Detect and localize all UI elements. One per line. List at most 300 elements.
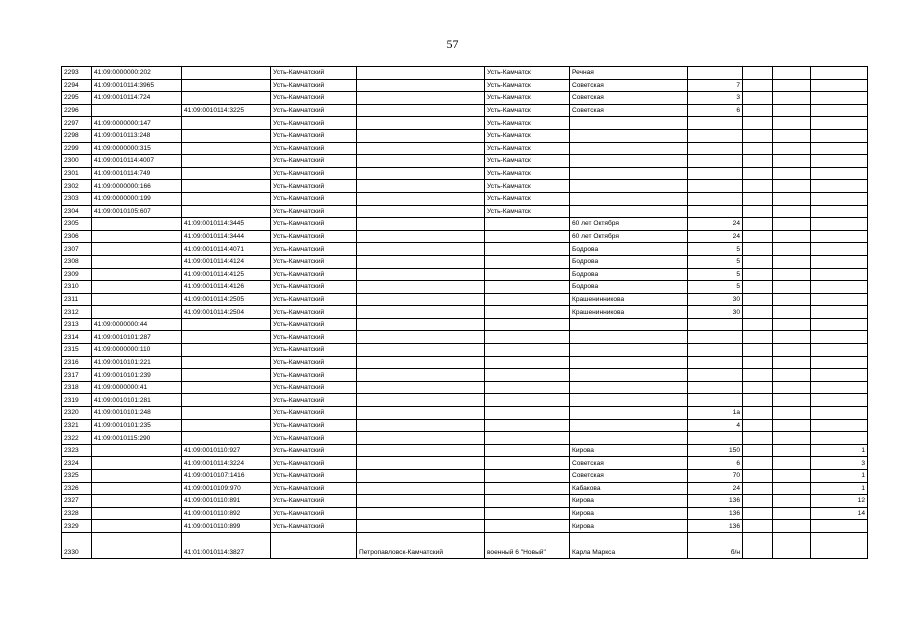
- block-cell: [773, 268, 811, 281]
- settlement-cell: [485, 407, 570, 420]
- building-cadastral-number-cell: 41:09:0010114:4126: [182, 281, 271, 294]
- district-cell: Усть-Камчатский: [271, 67, 357, 80]
- apartment-cell: [811, 142, 868, 155]
- cadastral-number-cell: 41:09:0000000:41: [92, 381, 182, 394]
- table-row: [62, 306, 868, 319]
- block-cell: [773, 205, 811, 218]
- building-cell: [743, 104, 773, 117]
- city-cell: [357, 507, 485, 520]
- street-cell: [570, 381, 688, 394]
- district-cell: Усть-Камчатский: [271, 243, 357, 256]
- city-cell: [357, 495, 485, 508]
- street-cell: Советская: [570, 79, 688, 92]
- street-cell: Советская: [570, 457, 688, 470]
- street-cell: Бодрова: [570, 243, 688, 256]
- row-number-cell: 2313: [62, 318, 92, 331]
- settlement-cell: Усть-Камчатск: [485, 129, 570, 142]
- block-cell: [773, 192, 811, 205]
- table-row: [62, 255, 868, 268]
- table-row: [62, 407, 868, 420]
- table-row: [62, 532, 868, 558]
- house-number-cell: [688, 394, 743, 407]
- row-number-cell: 2319: [62, 394, 92, 407]
- city-cell: [357, 444, 485, 457]
- settlement-cell: Усть-Камчатск: [485, 142, 570, 155]
- apartment-cell: [811, 79, 868, 92]
- settlement-cell: [485, 495, 570, 508]
- street-cell: Кирова: [570, 495, 688, 508]
- building-cadastral-number-cell: [182, 192, 271, 205]
- city-cell: [357, 92, 485, 105]
- block-cell: [773, 79, 811, 92]
- cadastral-number-cell: 41:09:0000000:315: [92, 142, 182, 155]
- apartment-cell: [811, 243, 868, 256]
- building-cadastral-number-cell: 41:09:0010114:2505: [182, 293, 271, 306]
- city-cell: [357, 369, 485, 382]
- apartment-cell: [811, 155, 868, 168]
- block-cell: [773, 356, 811, 369]
- row-number-cell: 2314: [62, 331, 92, 344]
- row-number-cell: 2311: [62, 293, 92, 306]
- table-row: [62, 79, 868, 92]
- block-cell: [773, 293, 811, 306]
- building-cell: [743, 344, 773, 357]
- building-cadastral-number-cell: 41:09:0010107:1416: [182, 470, 271, 483]
- building-cell: [743, 155, 773, 168]
- building-cell: [743, 192, 773, 205]
- settlement-cell: [485, 218, 570, 231]
- row-number-cell: 2298: [62, 129, 92, 142]
- row-number-cell: 2304: [62, 205, 92, 218]
- building-cell: [743, 255, 773, 268]
- building-cadastral-number-cell: [182, 331, 271, 344]
- table-row: [62, 520, 868, 533]
- building-cell: [743, 369, 773, 382]
- city-cell: [357, 457, 485, 470]
- building-cadastral-number-cell: [182, 142, 271, 155]
- street-cell: [570, 419, 688, 432]
- table-row: [62, 92, 868, 105]
- building-cadastral-number-cell: 41:09:0010114:3445: [182, 218, 271, 231]
- row-number-cell: 2329: [62, 520, 92, 533]
- city-cell: [357, 306, 485, 319]
- building-cell: [743, 281, 773, 294]
- settlement-cell: военный 6 "Новый": [485, 532, 570, 558]
- city-cell: [357, 79, 485, 92]
- cadastral-number-cell: [92, 444, 182, 457]
- city-cell: [357, 318, 485, 331]
- table-row: [62, 369, 868, 382]
- cadastral-number-cell: [92, 520, 182, 533]
- cadastral-number-cell: [92, 495, 182, 508]
- block-cell: [773, 318, 811, 331]
- city-cell: [357, 129, 485, 142]
- cadastral-number-cell: [92, 104, 182, 117]
- row-number-cell: 2323: [62, 444, 92, 457]
- building-cell: [743, 79, 773, 92]
- house-number-cell: 5: [688, 268, 743, 281]
- settlement-cell: [485, 457, 570, 470]
- table-row: [62, 155, 868, 168]
- row-number-cell: 2305: [62, 218, 92, 231]
- apartment-cell: [811, 318, 868, 331]
- building-cadastral-number-cell: [182, 369, 271, 382]
- cadastral-number-cell: [92, 507, 182, 520]
- table-row: [62, 444, 868, 457]
- cadastral-number-cell: 41:09:0010101:235: [92, 419, 182, 432]
- cadastral-number-cell: 41:09:0010115:290: [92, 432, 182, 445]
- city-cell: [357, 520, 485, 533]
- settlement-cell: [485, 520, 570, 533]
- building-cell: [743, 230, 773, 243]
- block-cell: [773, 142, 811, 155]
- apartment-cell: [811, 281, 868, 294]
- block-cell: [773, 344, 811, 357]
- apartment-cell: [811, 230, 868, 243]
- apartment-cell: [811, 117, 868, 130]
- block-cell: [773, 92, 811, 105]
- city-cell: [357, 230, 485, 243]
- block-cell: [773, 495, 811, 508]
- street-cell: [570, 369, 688, 382]
- building-cadastral-number-cell: 41:09:0010110:927: [182, 444, 271, 457]
- house-number-cell: [688, 381, 743, 394]
- block-cell: [773, 129, 811, 142]
- street-cell: [570, 432, 688, 445]
- settlement-cell: [485, 369, 570, 382]
- city-cell: [357, 281, 485, 294]
- district-cell: Усть-Камчатский: [271, 117, 357, 130]
- building-cell: [743, 180, 773, 193]
- settlement-cell: [485, 318, 570, 331]
- apartment-cell: [811, 432, 868, 445]
- table-row: [62, 344, 868, 357]
- settlement-cell: Усть-Камчатск: [485, 79, 570, 92]
- settlement-cell: [485, 482, 570, 495]
- cadastral-number-cell: [92, 218, 182, 231]
- district-cell: Усть-Камчатский: [271, 495, 357, 508]
- district-cell: Усть-Камчатский: [271, 180, 357, 193]
- building-cadastral-number-cell: 41:09:0010114:4124: [182, 255, 271, 268]
- row-number-cell: 2326: [62, 482, 92, 495]
- city-cell: [357, 243, 485, 256]
- table-row: [62, 180, 868, 193]
- building-cadastral-number-cell: [182, 318, 271, 331]
- house-number-cell: 6: [688, 457, 743, 470]
- building-cadastral-number-cell: [182, 67, 271, 80]
- apartment-cell: [811, 520, 868, 533]
- settlement-cell: [485, 444, 570, 457]
- house-number-cell: 136: [688, 495, 743, 508]
- street-cell: [570, 192, 688, 205]
- building-cadastral-number-cell: [182, 432, 271, 445]
- block-cell: [773, 155, 811, 168]
- row-number-cell: 2302: [62, 180, 92, 193]
- street-cell: Кабакова: [570, 482, 688, 495]
- street-cell: 60 лет Октября: [570, 230, 688, 243]
- block-cell: [773, 167, 811, 180]
- block-cell: [773, 255, 811, 268]
- building-cell: [743, 268, 773, 281]
- table-row: [62, 243, 868, 256]
- block-cell: [773, 394, 811, 407]
- row-number-cell: 2307: [62, 243, 92, 256]
- building-cell: [743, 167, 773, 180]
- district-cell: Усть-Камчатский: [271, 268, 357, 281]
- cadastral-number-cell: 41:09:0000000:110: [92, 344, 182, 357]
- district-cell: Усть-Камчатский: [271, 92, 357, 105]
- building-cell: [743, 432, 773, 445]
- house-number-cell: [688, 331, 743, 344]
- row-number-cell: 2322: [62, 432, 92, 445]
- city-cell: [357, 407, 485, 420]
- row-number-cell: 2294: [62, 79, 92, 92]
- street-cell: [570, 344, 688, 357]
- street-cell: Кирова: [570, 507, 688, 520]
- settlement-cell: Усть-Камчатск: [485, 205, 570, 218]
- building-cell: [743, 407, 773, 420]
- cadastral-number-cell: 41:09:0010101:239: [92, 369, 182, 382]
- block-cell: [773, 532, 811, 558]
- house-number-cell: [688, 356, 743, 369]
- city-cell: [357, 419, 485, 432]
- city-cell: [357, 394, 485, 407]
- cadastral-number-cell: 41:09:0010101:287: [92, 331, 182, 344]
- table-row: [62, 495, 868, 508]
- street-cell: [570, 318, 688, 331]
- register-table: [61, 66, 868, 559]
- table-row: [62, 167, 868, 180]
- building-cadastral-number-cell: 41:09:0010110:899: [182, 520, 271, 533]
- street-cell: [570, 331, 688, 344]
- cadastral-number-cell: 41:09:0010113:248: [92, 129, 182, 142]
- district-cell: Усть-Камчатский: [271, 142, 357, 155]
- cadastral-number-cell: [92, 255, 182, 268]
- building-cadastral-number-cell: 41:09:0010114:3444: [182, 230, 271, 243]
- settlement-cell: [485, 432, 570, 445]
- city-cell: [357, 67, 485, 80]
- building-cadastral-number-cell: 41:09:0010114:3225: [182, 104, 271, 117]
- apartment-cell: 3: [811, 457, 868, 470]
- block-cell: [773, 381, 811, 394]
- house-number-cell: 30: [688, 293, 743, 306]
- block-cell: [773, 104, 811, 117]
- house-number-cell: [688, 205, 743, 218]
- apartment-cell: 1: [811, 470, 868, 483]
- settlement-cell: [485, 356, 570, 369]
- building-cell: [743, 142, 773, 155]
- house-number-cell: 150: [688, 444, 743, 457]
- row-number-cell: 2297: [62, 117, 92, 130]
- row-number-cell: 2312: [62, 306, 92, 319]
- cadastral-number-cell: 41:09:0010101:248: [92, 407, 182, 420]
- city-cell: [357, 155, 485, 168]
- settlement-cell: Усть-Камчатск: [485, 67, 570, 80]
- row-number-cell: 2318: [62, 381, 92, 394]
- row-number-cell: 2317: [62, 369, 92, 382]
- cadastral-number-cell: 41:09:0010114:749: [92, 167, 182, 180]
- district-cell: Усть-Камчатский: [271, 344, 357, 357]
- street-cell: [570, 180, 688, 193]
- cadastral-number-cell: [92, 293, 182, 306]
- district-cell: Усть-Камчатский: [271, 306, 357, 319]
- street-cell: Советская: [570, 104, 688, 117]
- street-cell: [570, 155, 688, 168]
- apartment-cell: [811, 67, 868, 80]
- cadastral-number-cell: 41:09:0000000:147: [92, 117, 182, 130]
- cadastral-number-cell: [92, 306, 182, 319]
- building-cadastral-number-cell: 41:09:0010114:2504: [182, 306, 271, 319]
- apartment-cell: [811, 92, 868, 105]
- district-cell: Усть-Камчатский: [271, 457, 357, 470]
- table-row: [62, 230, 868, 243]
- district-cell: Усть-Камчатский: [271, 356, 357, 369]
- settlement-cell: [485, 306, 570, 319]
- house-number-cell: 30: [688, 306, 743, 319]
- building-cadastral-number-cell: [182, 92, 271, 105]
- street-cell: Советская: [570, 92, 688, 105]
- block-cell: [773, 180, 811, 193]
- block-cell: [773, 281, 811, 294]
- city-cell: [357, 331, 485, 344]
- district-cell: Усть-Камчатский: [271, 255, 357, 268]
- street-cell: Бодрова: [570, 268, 688, 281]
- house-number-cell: [688, 432, 743, 445]
- cadastral-number-cell: [92, 243, 182, 256]
- building-cadastral-number-cell: [182, 381, 271, 394]
- apartment-cell: [811, 369, 868, 382]
- street-cell: Крашенинникова: [570, 306, 688, 319]
- cadastral-number-cell: [92, 230, 182, 243]
- street-cell: Карла Маркса: [570, 532, 688, 558]
- apartment-cell: [811, 255, 868, 268]
- house-number-cell: 7: [688, 79, 743, 92]
- table-row: [62, 281, 868, 294]
- street-cell: Бодрова: [570, 281, 688, 294]
- row-number-cell: 2306: [62, 230, 92, 243]
- cadastral-number-cell: 41:09:0000000:202: [92, 67, 182, 80]
- district-cell: [271, 532, 357, 558]
- cadastral-number-cell: 41:09:0000000:44: [92, 318, 182, 331]
- house-number-cell: 5: [688, 281, 743, 294]
- house-number-cell: 24: [688, 218, 743, 231]
- table-row: [62, 268, 868, 281]
- building-cell: [743, 318, 773, 331]
- district-cell: Усть-Камчатский: [271, 79, 357, 92]
- building-cadastral-number-cell: [182, 180, 271, 193]
- apartment-cell: [811, 129, 868, 142]
- cadastral-number-cell: [92, 482, 182, 495]
- house-number-cell: [688, 129, 743, 142]
- house-number-cell: [688, 155, 743, 168]
- table-row: [62, 67, 868, 80]
- settlement-cell: Усть-Камчатск: [485, 92, 570, 105]
- row-number-cell: 2295: [62, 92, 92, 105]
- district-cell: Усть-Камчатский: [271, 482, 357, 495]
- building-cadastral-number-cell: 41:01:0010114:3827: [182, 532, 271, 558]
- block-cell: [773, 67, 811, 80]
- settlement-cell: Усть-Камчатск: [485, 167, 570, 180]
- house-number-cell: 3: [688, 92, 743, 105]
- cadastral-number-cell: 41:09:0000000:199: [92, 192, 182, 205]
- district-cell: Усть-Камчатский: [271, 369, 357, 382]
- table-row: [62, 457, 868, 470]
- building-cadastral-number-cell: [182, 419, 271, 432]
- row-number-cell: 2296: [62, 104, 92, 117]
- table-row: [62, 192, 868, 205]
- building-cell: [743, 117, 773, 130]
- apartment-cell: 1: [811, 444, 868, 457]
- street-cell: Бодрова: [570, 255, 688, 268]
- settlement-cell: [485, 331, 570, 344]
- cadastral-number-cell: [92, 268, 182, 281]
- register-table-body: [62, 67, 868, 559]
- settlement-cell: Усть-Камчатск: [485, 180, 570, 193]
- house-number-cell: б/н: [688, 532, 743, 558]
- building-cadastral-number-cell: 41:09:0010110:892: [182, 507, 271, 520]
- city-cell: [357, 167, 485, 180]
- street-cell: [570, 117, 688, 130]
- street-cell: Речная: [570, 67, 688, 80]
- city-cell: [357, 218, 485, 231]
- table-row: [62, 318, 868, 331]
- city-cell: [357, 432, 485, 445]
- city-cell: [357, 268, 485, 281]
- building-cell: [743, 444, 773, 457]
- house-number-cell: 136: [688, 507, 743, 520]
- district-cell: Усть-Камчатский: [271, 381, 357, 394]
- district-cell: Усть-Камчатский: [271, 218, 357, 231]
- block-cell: [773, 243, 811, 256]
- settlement-cell: Усть-Камчатск: [485, 104, 570, 117]
- row-number-cell: 2303: [62, 192, 92, 205]
- district-cell: Усть-Камчатский: [271, 192, 357, 205]
- apartment-cell: 14: [811, 507, 868, 520]
- table-row: [62, 104, 868, 117]
- building-cadastral-number-cell: [182, 167, 271, 180]
- city-cell: [357, 180, 485, 193]
- building-cell: [743, 205, 773, 218]
- settlement-cell: [485, 281, 570, 294]
- district-cell: Усть-Камчатский: [271, 470, 357, 483]
- apartment-cell: [811, 532, 868, 558]
- building-cadastral-number-cell: [182, 129, 271, 142]
- city-cell: [357, 482, 485, 495]
- cadastral-number-cell: [92, 532, 182, 558]
- block-cell: [773, 331, 811, 344]
- house-number-cell: 5: [688, 255, 743, 268]
- building-cell: [743, 356, 773, 369]
- building-cell: [743, 495, 773, 508]
- apartment-cell: [811, 381, 868, 394]
- building-cadastral-number-cell: [182, 394, 271, 407]
- block-cell: [773, 407, 811, 420]
- house-number-cell: [688, 117, 743, 130]
- cadastral-number-cell: 41:09:0010114:3965: [92, 79, 182, 92]
- house-number-cell: [688, 180, 743, 193]
- building-cadastral-number-cell: 41:09:0010109:970: [182, 482, 271, 495]
- house-number-cell: [688, 192, 743, 205]
- building-cadastral-number-cell: [182, 205, 271, 218]
- house-number-cell: [688, 167, 743, 180]
- building-cadastral-number-cell: [182, 155, 271, 168]
- settlement-cell: Усть-Камчатск: [485, 192, 570, 205]
- building-cadastral-number-cell: [182, 117, 271, 130]
- district-cell: Усть-Камчатский: [271, 507, 357, 520]
- row-number-cell: 2327: [62, 495, 92, 508]
- apartment-cell: [811, 268, 868, 281]
- building-cell: [743, 457, 773, 470]
